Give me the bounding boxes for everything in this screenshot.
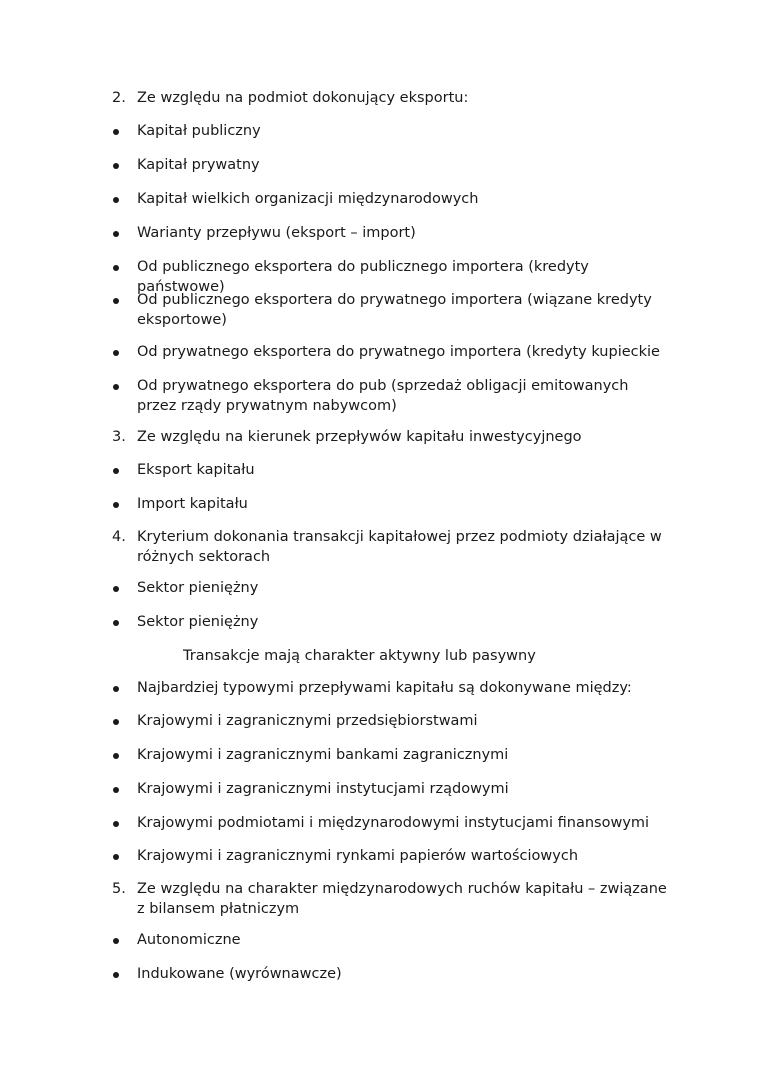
bullet-icon	[113, 972, 119, 978]
list-item-text: Od publicznego eksportera do prywatnego importera (wiązane kredyty eksportowe)	[137, 292, 652, 328]
list-item-text: Indukowane (wyrównawcze)	[137, 966, 342, 982]
bullet-icon	[113, 265, 119, 271]
bullet-icon	[113, 787, 119, 793]
bullet-icon	[113, 298, 119, 304]
bullet-icon	[113, 686, 119, 692]
bullet-icon	[113, 468, 119, 474]
list-number: 4.	[112, 529, 126, 545]
bullet-icon	[113, 719, 119, 725]
list-item-text: Od publicznego eksportera do publicznego importera (kredyty państwowe)	[137, 259, 589, 295]
list-number: 2.	[112, 90, 126, 106]
bullet-icon	[113, 350, 119, 356]
list-item-text: Krajowymi i zagranicznymi instytucjami rządowymi	[137, 781, 509, 797]
list-item-text: Od prywatnego eksportera do pub (sprzedaż obligacji emitowanych przez rządy prywatnym nabywcom)	[137, 378, 629, 414]
list-item-text: Kryterium dokonania transakcji kapitałowej przez podmioty działające w różnych sektorach	[137, 529, 662, 565]
list-item-text: Warianty przepływu (eksport – import)	[137, 225, 416, 241]
list-item-text: Autonomiczne	[137, 932, 241, 948]
bullet-icon	[113, 821, 119, 827]
note-text: Transakcje mają charakter aktywny lub pasywny	[183, 648, 536, 664]
list-number: 5.	[112, 881, 126, 897]
bullet-icon	[113, 384, 119, 390]
list-item-text: Kapitał prywatny	[137, 157, 260, 173]
list-item-text: Ze względu na kierunek przepływów kapitału inwestycyjnego	[137, 429, 582, 445]
list-item-text: Krajowymi i zagranicznymi rynkami papierów wartościowych	[137, 848, 579, 864]
bullet-icon	[113, 197, 119, 203]
list-item-text: Ze względu na charakter międzynarodowych ruchów kapitału – związane z bilansem płatniczym	[137, 881, 667, 917]
list-item-text: Najbardziej typowymi przepływami kapitału są dokonywane między:	[137, 680, 632, 696]
bullet-icon	[113, 129, 119, 135]
bullet-icon	[113, 753, 119, 759]
list-item-text: Sektor pieniężny	[137, 580, 259, 596]
list-item-text: Eksport kapitału	[137, 462, 255, 478]
bullet-icon	[113, 231, 119, 237]
bullet-icon	[113, 502, 119, 508]
bullet-icon	[113, 163, 119, 169]
list-item-text: Krajowymi i zagranicznymi bankami zagranicznymi	[137, 747, 509, 763]
list-item-text: Sektor pieniężny	[137, 614, 259, 630]
list-item-text: Kapitał wielkich organizacji międzynarodowych	[137, 191, 479, 207]
list-item-text: Ze względu na podmiot dokonujący eksportu:	[137, 90, 469, 106]
bullet-icon	[113, 586, 119, 592]
bullet-icon	[113, 938, 119, 944]
list-item-text: Krajowymi podmiotami i międzynarodowymi instytucjami finansowymi	[137, 815, 650, 831]
list-item-text: Kapitał publiczny	[137, 123, 261, 139]
list-item-text: Od prywatnego eksportera do prywatnego importera (kredyty kupieckie	[137, 344, 660, 360]
bullet-icon	[113, 854, 119, 860]
list-number: 3.	[112, 429, 126, 445]
list-item-text: Krajowymi i zagranicznymi przedsiębiorstwami	[137, 713, 478, 729]
list-item-text: Import kapitału	[137, 496, 248, 512]
bullet-icon	[113, 620, 119, 626]
